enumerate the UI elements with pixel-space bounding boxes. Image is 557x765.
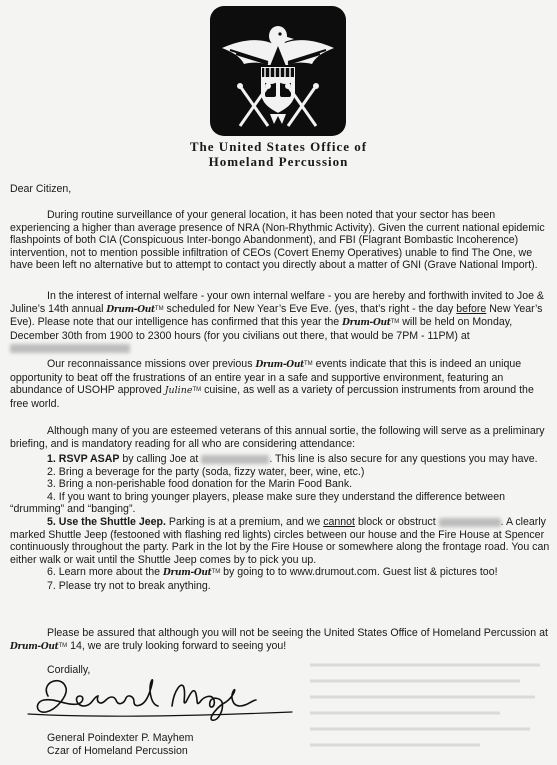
drum-out-logotype: Drum-Out bbox=[342, 318, 391, 329]
handwritten-signature bbox=[22, 666, 302, 728]
paragraph-briefing: Although many of you are esteemed veterans of this annual sortie, the following will serve as a preliminary briefing, and is mandatory reading for all who are considering attendance: bbox=[10, 425, 545, 450]
list-item-learn-more: 6. Learn more about the Drum-Out™ by going to to www.drumout.com. Guest list & pictures too! bbox=[47, 566, 498, 579]
signature-name: General Poindexter P. Mayhem bbox=[47, 732, 194, 744]
cordially: Cordially, bbox=[47, 664, 91, 676]
list-item-beverage: 2. Bring a beverage for the party (soda, fizzy water, beer, wine, etc.) bbox=[47, 465, 365, 478]
org-name-line2: Homeland Percussion bbox=[208, 154, 349, 169]
paragraph-closing: Please be assured that although you will not be seeing the United States Office of Homeland Percussion at Drum-Out™ 14, we are truly looking forward to seeing you! bbox=[10, 627, 548, 652]
drum-out-logotype: Drum-Out bbox=[255, 360, 304, 370]
redacted-address bbox=[10, 344, 130, 353]
paper-show-through bbox=[300, 655, 550, 755]
greeting: Dear Citizen, bbox=[10, 183, 72, 195]
list-item-dont-break: 7. Please try not to break anything. bbox=[47, 579, 211, 592]
redacted-phone bbox=[201, 455, 269, 464]
list-item-shuttle: 5. Use the Shuttle Jeep. Parking is at a premium, and we cannot block or obstruct . A clearly marked Shuttle Jeep (festooned with flashing red lights) circles between our house and the Fire House at Spencer continuously throughout the party. Park in the lot by the Fire House or somewhere along the frontage road. You can either walk or wait until the Shuttle Jeep comes by to pick you up. bbox=[10, 515, 550, 566]
signature-title: Czar of Homeland Percussion bbox=[47, 745, 188, 757]
org-name-line1: The United States Office of bbox=[189, 139, 368, 154]
list-item-food: 3. Bring a non-perishable food donation for the Marin Food Bank. bbox=[47, 478, 353, 491]
drum-out-logotype: Drum-Out bbox=[163, 568, 212, 579]
list-item-rsvp: 1. RSVP ASAP by calling Joe at . This line is also secure for any questions you may have. bbox=[47, 453, 538, 465]
redacted-street bbox=[439, 518, 501, 527]
briefing-list bbox=[10, 453, 550, 593]
juline-logotype: Juline bbox=[164, 385, 193, 397]
paragraph-reconnaissance: Our reconnaissance missions over previous Drum-Out™ events indicate that this is indeed an unique opportunity to beat off the frustrations of an entire year in a safe and supportive environment, featuring an abundance of USOHP approved Juline™ cuisine, as well as a variety of percussion instruments from around the free world. bbox=[10, 358, 534, 410]
drum-out-logotype: Drum-Out bbox=[106, 304, 155, 315]
homeland-percussion-emblem bbox=[210, 6, 346, 136]
drum-out-logotype: Drum-Out bbox=[10, 641, 59, 652]
paragraph-surveillance: During routine surveillance of your general location, it has been noted that your sector has been experiencing a higher than average presence of NRA (Non-Rhythmic Activity). Given the current national epidemic flashpoints of both CIA (Conspicuous Inter-bongo Abandonment), and FBI (Flagrant Bombastic Incoherence) intervention, not to mention possible infiltration of CEOs (Covert Enemy Operatives) unable to find The One, we have been left no alternative but to attempt to contact you directly about a matter of GNI (Grave National Import). bbox=[10, 209, 545, 272]
paragraph-invitation: In the interest of internal welfare - your own internal welfare - you are hereby and forthwith invited to Joe & Juline’s 14th annual Drum-Out™ scheduled for New Year’s Eve Eve. (yes, that’s right - the day before New Year’s Eve). Please note that our intelligence has confirmed that this year the Drum-Out™ will be held on Monday, December 30th from 1900 to 2300 hours (for you civilians out there, that would be 7PM - 11PM) at bbox=[10, 290, 550, 355]
list-item-younger-players: 4. If you want to bring younger players, please make sure they understand the difference between “drumming” and “banging”. bbox=[10, 490, 505, 516]
